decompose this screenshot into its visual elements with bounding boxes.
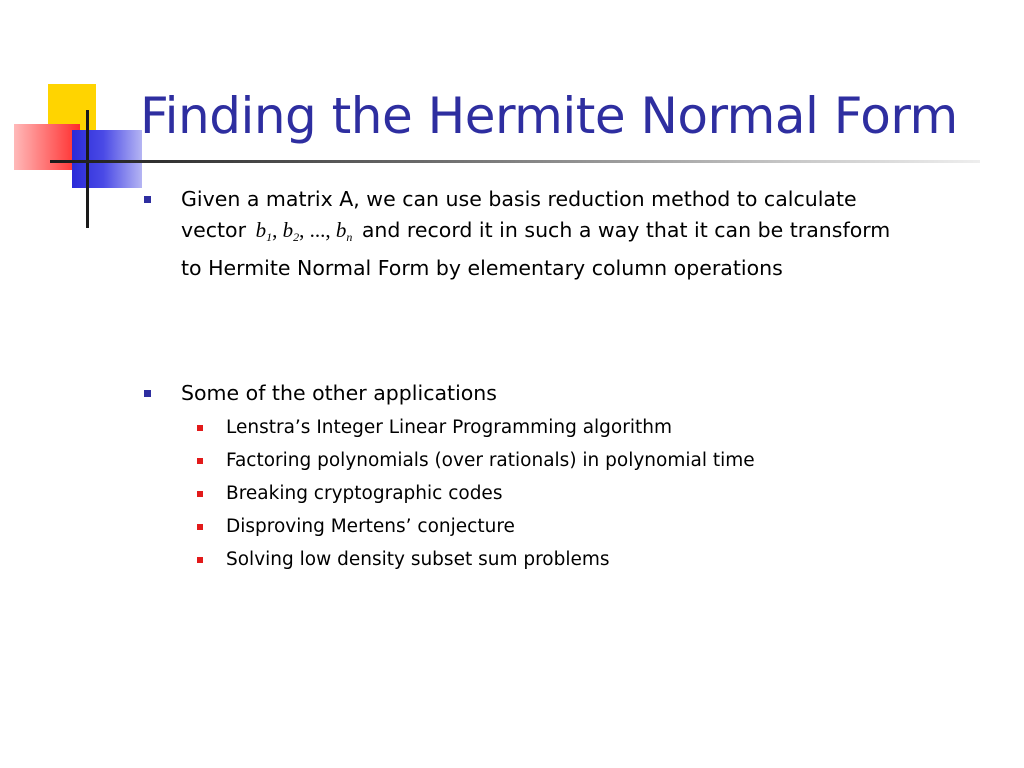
applications-sublist xyxy=(140,411,1000,576)
slide-title: Finding the Hermite Normal Form xyxy=(140,87,958,145)
logo-vertical-line xyxy=(86,110,89,228)
blue-square-bullet-icon xyxy=(144,196,151,203)
vector-formula xyxy=(256,218,353,242)
slide-body xyxy=(140,184,1000,576)
red-square-bullet-icon xyxy=(197,425,203,431)
formula-comma: , xyxy=(299,218,310,242)
list-item-text: Solving low density subset sum problems xyxy=(226,549,610,570)
logo-blue-square xyxy=(72,130,142,188)
red-square-bullet-icon xyxy=(197,458,203,464)
blue-square-bullet-icon xyxy=(144,390,151,397)
red-square-bullet-icon xyxy=(197,524,203,530)
title-underline xyxy=(50,160,980,163)
list-item-text: Breaking cryptographic codes xyxy=(226,483,503,504)
formula-b2-sub: 2 xyxy=(293,230,300,244)
formula-bn-base: b xyxy=(335,218,347,242)
bullet-basis-reduction xyxy=(140,184,1000,284)
formula-b1-base: b xyxy=(255,218,267,242)
logo-red-square xyxy=(14,124,80,170)
list-item xyxy=(185,510,1000,543)
formula-comma: , xyxy=(272,218,283,242)
bullet-text-line3: to Hermite Normal Form by elementary column operations xyxy=(181,256,783,280)
list-item xyxy=(185,411,1000,444)
red-square-bullet-icon xyxy=(197,557,203,563)
bullet-applications-text: Some of the other applications xyxy=(181,381,497,405)
list-item-text: Factoring polynomials (over rationals) in polynomial time xyxy=(226,450,755,471)
list-item xyxy=(185,444,1000,477)
bullet-text-after-formula: and record it in such a way that it can be transform xyxy=(361,218,891,242)
bullet-text-line1: Given a matrix A, we can use basis reduction method to calculate xyxy=(181,187,857,211)
formula-b2-base: b xyxy=(282,218,294,242)
slide-logo-decoration xyxy=(0,0,140,240)
red-square-bullet-icon xyxy=(197,491,203,497)
formula-bn-sub: n xyxy=(346,230,353,244)
bullet-text-vector: vector xyxy=(181,218,247,242)
formula-ellipsis: ... xyxy=(309,218,326,242)
list-item-text: Lenstra’s Integer Linear Programming algorithm xyxy=(226,417,672,438)
list-item xyxy=(185,477,1000,510)
list-item-text: Disproving Mertens’ conjecture xyxy=(226,516,515,537)
list-item xyxy=(185,543,1000,576)
formula-comma: , xyxy=(325,218,336,242)
bullet-applications xyxy=(140,378,1000,409)
formula-b1-sub: 1 xyxy=(266,230,273,244)
